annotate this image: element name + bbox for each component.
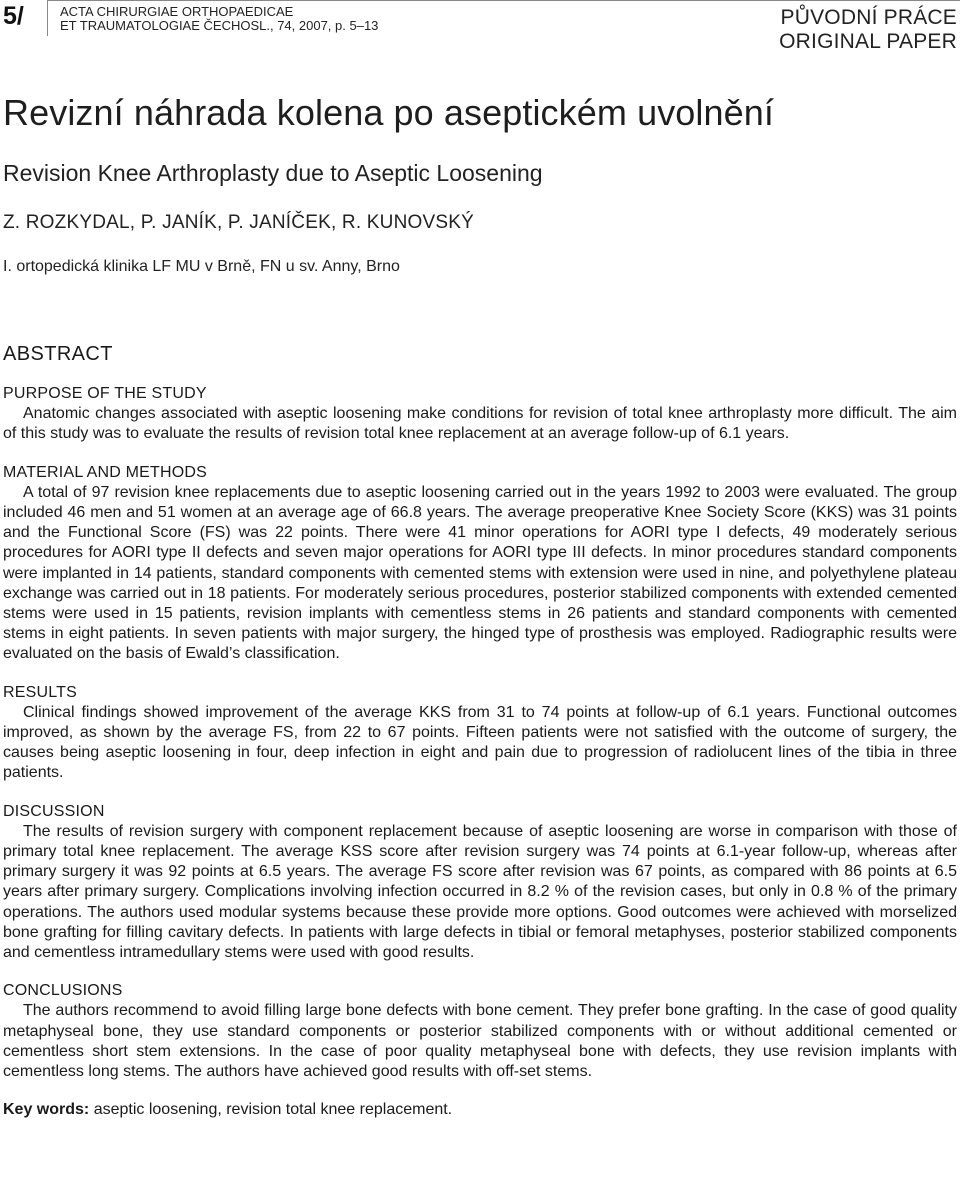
keywords-label: Key words: bbox=[3, 1101, 90, 1119]
section-heading-purpose: PURPOSE OF THE STUDY bbox=[3, 385, 207, 402]
header-rule-vertical bbox=[47, 0, 48, 36]
journal-citation bbox=[60, 5, 378, 33]
abstract-body bbox=[3, 384, 957, 1121]
section-text-results: Clinical findings showed improvement of the average KKS from 31 to 74 points at follow-up of 6.1 years. Functional outcomes improved, as shown by the average FS, from 22 to 67 points. Fifteen patients were not satisfied with the outcome of surgery, the causes being aseptic loosening in four, deep infection in eight and pain due to progression of radiolucent lines of the tibia in three patients. bbox=[3, 703, 957, 782]
section-heading-conclusions: CONCLUSIONS bbox=[3, 982, 123, 1000]
section-text-methods: A total of 97 revision knee replacements due to aseptic loosening carried out in the years 1992 to 2003 were evaluated. The group included 46 men and 51 women at an average age of 66.8 years. The average preoperative Knee Society Score (KKS) was 31 points and the Functional Score (FS) was 22 points. There were 41 minor operations for AORI type I defects, 49 moderately serious procedures for AORI type II defects and seven major operations for AORI type III defects. In minor procedures standard components were implanted in 14 patients, standard components with cemented stems with extension were used in nine, and polyethylene plateau exchange was carried out in 18 patients. For moderately serious procedures, posterior stabilized components with extended cemented stems were used in 15 patients, revision implants with cementless stems in 26 patients and standard components with cemented stems in eight patients. In seven patients with major surgery, the hinged type of prosthesis was employed. Radiographic results were evaluated on the basis of Ewald’s classification. bbox=[3, 483, 957, 663]
paper-type-en: ORIGINAL PAPER bbox=[779, 30, 957, 53]
journal-header bbox=[0, 0, 960, 54]
section-heading-methods: MATERIAL AND METHODS bbox=[3, 463, 208, 481]
article-subtitle: Revision Knee Arthroplasty due to Aseptic Loosening bbox=[3, 160, 543, 186]
article-authors: Z. ROZKYDAL, P. JANÍK, P. JANÍČEK, R. KUNOVSKÝ bbox=[3, 212, 474, 233]
section-text-purpose: Anatomic changes associated with aseptic loosening make conditions for revision of total knee arthroplasty more difficult. The aim of this study was to evaluate the results of revision total knee replacement at an average follow-up of 6.1 years. bbox=[3, 405, 957, 443]
journal-name-line1: ACTA CHIRURGIAE ORTHOPAEDICAE bbox=[60, 4, 294, 19]
section-heading-results: RESULTS bbox=[3, 683, 78, 701]
paper-type-cz: PŮVODNÍ PRÁCE bbox=[780, 6, 957, 29]
page-number: 5/ bbox=[3, 2, 24, 30]
keywords-text: aseptic loosening, revision total knee replacement. bbox=[89, 1101, 453, 1119]
author-affiliation: I. ortopedická klinika LF MU v Brně, FN u sv. Anny, Brno bbox=[3, 258, 400, 275]
section-text-discussion: The results of revision surgery with component replacement because of aseptic loosening are worse in comparison with those of primary total knee replacement. The average KSS score after revision surgery was 74 points at 6.1-year follow-up, whereas after primary surgery it was 92 points at 6.5 years. The average FS score after revision was 67 points, as compared with 86 points at 6.5 years after primary surgery. Complications involving infection occurred in 8.2 % of the revision cases, but only in 0.8 % of the primary operations. The authors used modular systems because these provide more options. Good outcomes were achieved with morselized bone grafting for filling cavitary defects. In patients with large defects in tibial or femoral metaphyses, posterior stabilized components and cementless intramedullary stems were used with good results. bbox=[3, 822, 957, 962]
header-rule-horizontal bbox=[47, 0, 960, 1]
journal-name-line2: ET TRAUMATOLOGIAE ČECHOSL., 74, 2007, p. 5–13 bbox=[60, 18, 379, 33]
section-text-conclusions: The authors recommend to avoid filling large bone defects with bone cement. They prefer bone grafting. In the case of good quality metaphyseal bone, they use standard components or posterior stabilized components with or without additional cemented or cementless short stem extensions. In the case of poor quality metaphyseal bone with defects, they use revision implants with cementless long stems. The authors have achieved good results with off-set stems. bbox=[3, 1002, 957, 1081]
paper-type bbox=[779, 6, 957, 54]
abstract-heading: ABSTRACT bbox=[3, 343, 113, 365]
article-title: Revizní náhrada kolena po aseptickém uvolnění bbox=[3, 92, 774, 133]
keywords bbox=[3, 1100, 957, 1120]
section-heading-discussion: DISCUSSION bbox=[3, 802, 105, 820]
